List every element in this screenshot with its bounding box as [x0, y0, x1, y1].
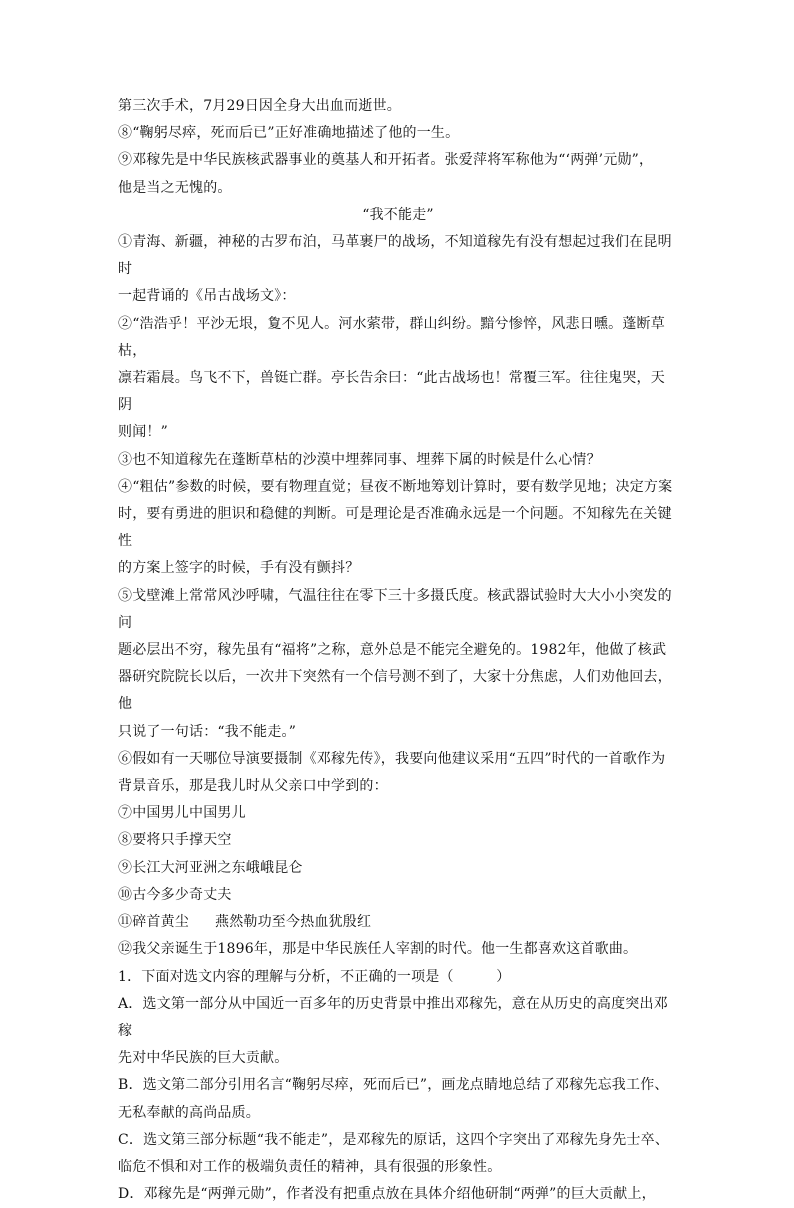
- option-a: A．选文第一部分从中国近一百多年的历史背景中推出邓稼先，意在从历史的高度突出邓稼: [118, 995, 668, 1039]
- text-line: 凛若霜晨。鸟飞不下，兽铤亡群。亭长告余曰：“此古战场也！常覆三军。往往鬼哭，天阴: [118, 370, 665, 414]
- text-line: ⑫我父亲诞生于1896年，那是中华民族任人宰割的时代。他一生都喜欢这首歌曲。: [118, 941, 638, 958]
- text-line: 背景音乐，那是我儿时从父亲口中学到的：: [118, 778, 388, 795]
- text-line: 器研究院院长以后，一次井下突然有一个信号测不到了，大家十分焦虑，人们劝他回去，他: [118, 669, 672, 713]
- text-line: 的方案上签字的时候，手有没有颤抖？: [118, 560, 360, 577]
- text-line: ⑧“鞠躬尽瘁，死而后已”正好准确地描述了他的一生。: [118, 125, 460, 142]
- text-line: ⑥假如有一天哪位导演要摄制《邓稼先传》，我要向他建议采用“五四”时代的一首歌作为: [118, 750, 666, 767]
- text-line: ②“浩浩乎！平沙无垠，夐不见人。河水萦带，群山纠纷。黯兮惨悴，风悲日曛。蓬断草枯，: [118, 315, 665, 359]
- text-line: ①青海、新疆，神秘的古罗布泊，马革裹尸的战场，不知道稼先有没有想起过我们在昆明时: [118, 234, 672, 278]
- verse-part: ⑪碎首黄尘: [118, 914, 189, 931]
- text-line: 第三次手术，7月29日因全身大出血而逝世。: [118, 98, 401, 114]
- option-b: B．选文第二部分引用名言“鞠躬尽瘁，死而后已”，画龙点睛地总结了邓稼先忘我工作、: [118, 1077, 669, 1094]
- section-title: “我不能走”: [362, 206, 434, 223]
- option-c-cont: 临危不惧和对工作的极端负责任的精神，具有很强的形象性。: [118, 1158, 502, 1175]
- option-a-cont: 先对中华民族的巨大贡献。: [118, 1050, 289, 1067]
- text-line: 时，要有勇进的胆识和稳健的判断。可是理论是否准确永远是一个问题。不知稼先在关键性: [118, 506, 672, 550]
- text-line: ④“粗估”参数的时候，要有物理直觉；昼夜不断地筹划计算时，要有数学见地；决定方案: [118, 478, 673, 495]
- document-body: [118, 93, 678, 1208]
- question-stem: 1．下面对选文内容的理解与分析，不正确的一项是（ ）: [118, 968, 511, 985]
- verse-line: ⑨长江大河亚洲之东峨峨昆仑: [118, 859, 303, 876]
- verse-line: ⑦中国男儿中国男儿: [118, 805, 246, 822]
- option-d: D．邓稼先是“两弹元勋”，作者没有把重点放在具体介绍他研制“两弹”的巨大贡献上，: [118, 1186, 656, 1203]
- verse-line: [118, 909, 678, 936]
- option-b-cont: 无私奉献的高尚品质。: [118, 1104, 260, 1121]
- text-line: ⑤戈壁滩上常常风沙呼啸，气温往往在零下三十多摄氏度。核武器试验时大大小小突发的问: [118, 587, 672, 631]
- text-line: 只说了一句话：“我不能走。”: [118, 723, 297, 740]
- text-line: 则闻！”: [118, 424, 168, 441]
- verse-line: ⑧要将只手撑天空: [118, 832, 232, 849]
- text-line: 一起背诵的《吊古战场文》：: [118, 288, 296, 305]
- text-line: 题必层出不穷，稼先虽有“福将”之称，意外总是不能完全避免的。1982年，他做了核武: [118, 642, 667, 659]
- verse-line: ⑩古今多少奇丈夫: [118, 886, 232, 903]
- text-line: ③也不知道稼先在蓬断草枯的沙漠中埋葬同事、埋葬下属的时候是什么心情？: [118, 451, 601, 468]
- option-c: C．选文第三部分标题“我不能走”，是邓稼先的原话，这四个字突出了邓稼先身先士卒、: [118, 1131, 670, 1148]
- verse-part: 燕然勒功至今热血犹殷红: [215, 914, 372, 931]
- text-line: ⑨邓稼先是中华民族核武器事业的奠基人和开拓者。张爱萍将军称他为“‘两弹’元勋”，: [118, 152, 654, 169]
- text-line: 他是当之无愧的。: [118, 179, 232, 196]
